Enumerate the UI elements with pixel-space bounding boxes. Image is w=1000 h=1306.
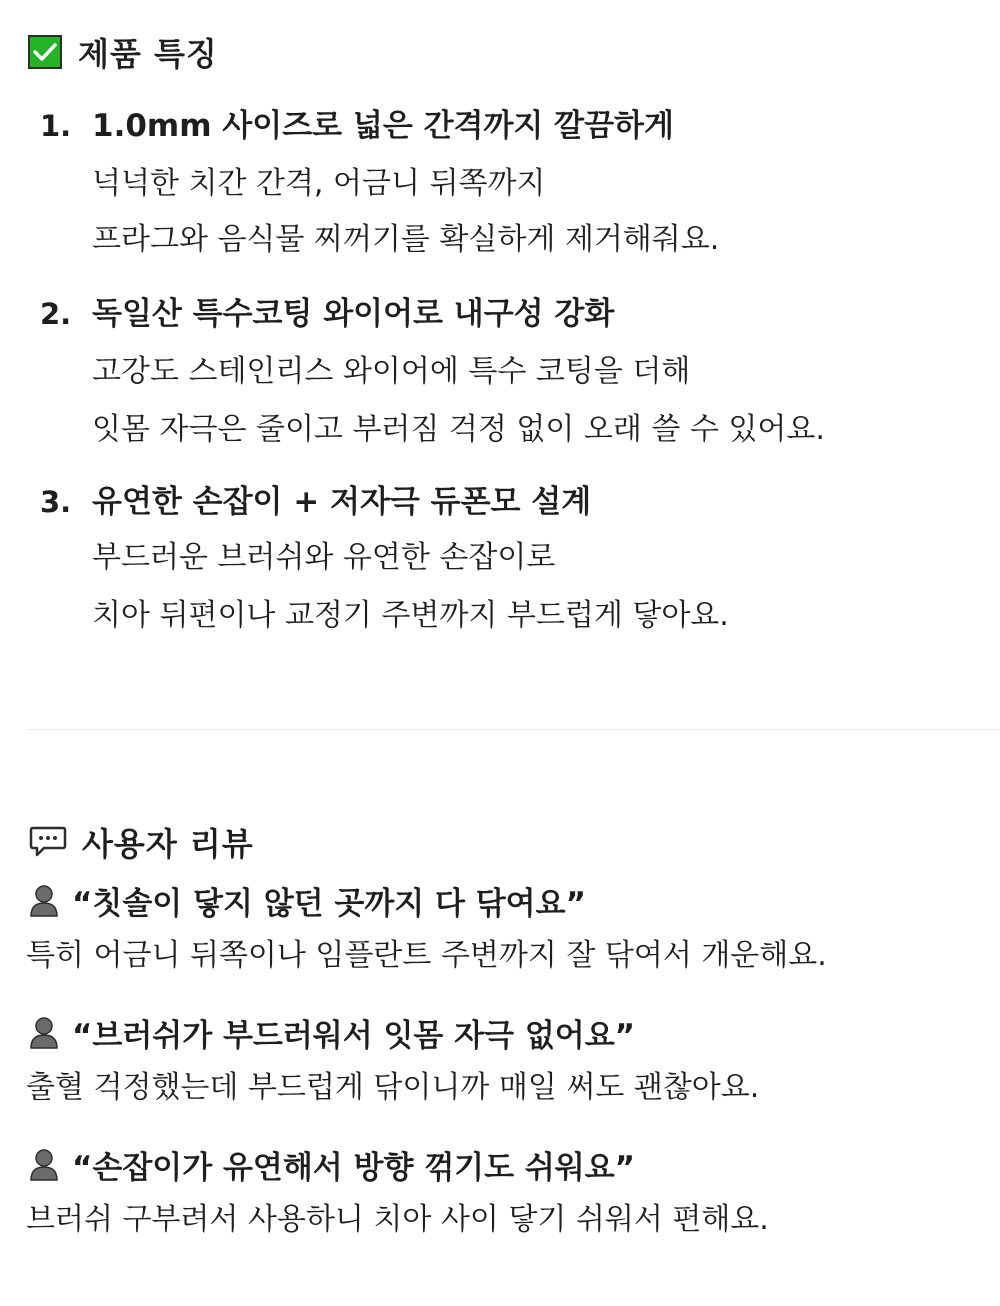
feature-line: 부드러운 브러쉬와 유연한 손잡이로 bbox=[92, 540, 556, 575]
features-title: 제품 특징 bbox=[78, 35, 218, 73]
review-body: 특히 어금니 뒤쪽이나 임플란트 주변까지 잘 닦여서 개운해요. bbox=[26, 938, 827, 973]
feature-title: 독일산 특수코팅 와이어로 내구성 강화 bbox=[92, 296, 615, 332]
review-item-3 bbox=[28, 1142, 635, 1186]
section-divider bbox=[28, 729, 1000, 730]
review-quote: “손잡이가 유연해서 방향 꺾기도 쉬워요” bbox=[72, 1149, 636, 1186]
review-item-1 bbox=[28, 878, 586, 922]
review-body: 브러쉬 구부려서 사용하니 치아 사이 닿기 쉬워서 편해요. bbox=[26, 1202, 769, 1237]
review-item-2 bbox=[28, 1010, 635, 1054]
feature-line: 고강도 스테인리스 와이어에 특수 코팅을 더해 bbox=[92, 354, 691, 389]
feature-line: 잇몸 자극은 줄이고 부러짐 걱정 없이 오래 쓸 수 있어요. bbox=[92, 412, 825, 447]
person-icon bbox=[28, 1014, 60, 1050]
speech-bubble-icon bbox=[28, 825, 68, 859]
review-quote: “브러쉬가 부드러워서 잇몸 자극 없어요” bbox=[72, 1017, 636, 1054]
check-box-icon bbox=[28, 35, 62, 69]
feature-line: 넉넉한 치간 간격, 어금니 뒤쪽까지 bbox=[92, 166, 546, 201]
feature-title: 유연한 손잡이 + 저자극 듀폰모 설계 bbox=[92, 484, 592, 520]
reviews-title: 사용자 리뷰 bbox=[82, 825, 254, 863]
feature-number: 1. bbox=[40, 109, 72, 143]
feature-number: 3. bbox=[40, 485, 72, 519]
features-header bbox=[28, 30, 218, 74]
feature-title: 1.0mm 사이즈로 넓은 간격까지 깔끔하게 bbox=[92, 108, 674, 144]
person-icon bbox=[28, 882, 60, 918]
review-body: 출혈 걱정했는데 부드럽게 닦이니까 매일 써도 괜찮아요. bbox=[26, 1070, 760, 1105]
feature-number: 2. bbox=[40, 297, 72, 331]
person-icon bbox=[28, 1146, 60, 1182]
review-quote: “칫솔이 닿지 않던 곳까지 다 닦여요” bbox=[72, 885, 586, 922]
feature-line: 프라그와 음식물 찌꺼기를 확실하게 제거해줘요. bbox=[92, 222, 720, 257]
feature-line: 치아 뒤편이나 교정기 주변까지 부드럽게 닿아요. bbox=[92, 598, 729, 633]
reviews-header bbox=[28, 820, 254, 864]
